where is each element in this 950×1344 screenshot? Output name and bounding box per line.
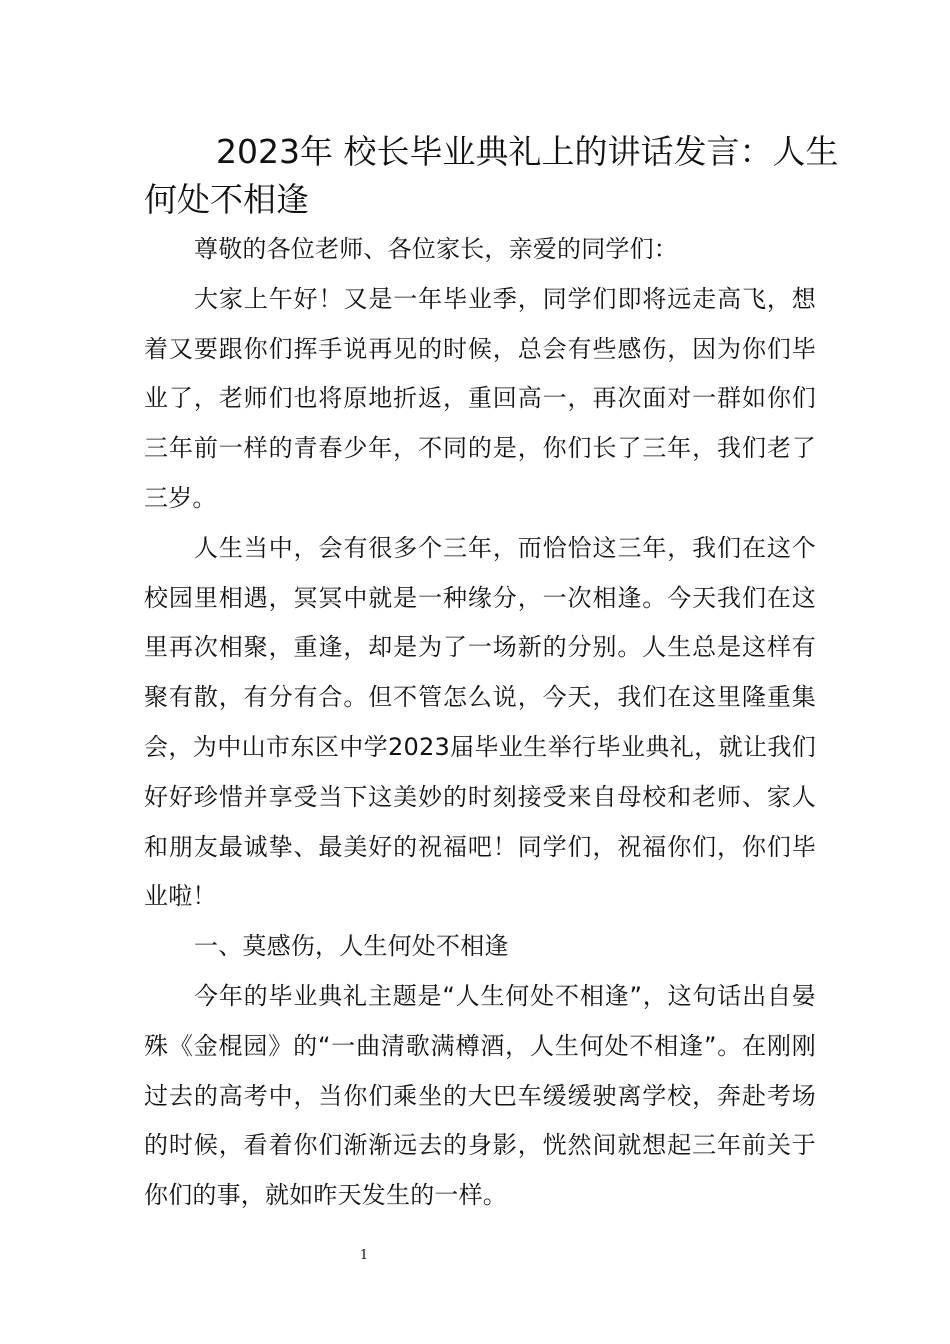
section-heading-1: 一、莫感伤，人生何处不相逢 xyxy=(194,932,509,961)
document-body xyxy=(144,225,816,1221)
page-number: 1 xyxy=(359,1248,369,1263)
paragraph-theme: 今年的毕业典礼主题是“人生何处不相逢”，这句话出自晏殊《金棍园》的“一曲清歌满樽酒，人生何处不相逢”。在刚刚过去的高考中，当你们乘坐的大巴车缓缓驶离学校，奔赴考场的时候，看着你们渐渐远去的身影，恍然间就想起三年前关于你们的事，就如昨天发生的一样。 xyxy=(144,981,816,1210)
document-title xyxy=(144,128,844,224)
paragraph-salutation: 尊敬的各位老师、各位家长，亲爱的同学们： xyxy=(194,235,678,263)
document-title-text: 2023年 校长毕业典礼上的讲话发言：人生何处不相逢 xyxy=(144,132,839,219)
paragraph-three-years: 人生当中，会有很多个三年，而恰恰这三年，我们在这个校园里相遇，冥冥中就是一种缘分，一次相逢。今天我们在这里再次相聚，重逢，却是为了一场新的分别。人生总是这样有聚有散，有分有合。但不管怎么说，今天，我们在这里隆重集会，为中山市东区中学2023届毕业生举行毕业典礼，就让我们好好珍惜并享受当下这美妙的时刻接受来自母校和老师、家人和朋友最诚挚、最美好的祝福吧！同学们，祝福你们，你们毕业啦！ xyxy=(144,533,816,911)
paragraph-greeting: 大家上午好！又是一年毕业季，同学们即将远走高飞，想着又要跟你们挥手说再见的时候，总会有些感伤，因为你们毕业了，老师们也将原地折返，重回高一，再次面对一群如你们三年前一样的青春少年，不同的是，你们长了三年，我们老了三岁。 xyxy=(144,284,816,512)
